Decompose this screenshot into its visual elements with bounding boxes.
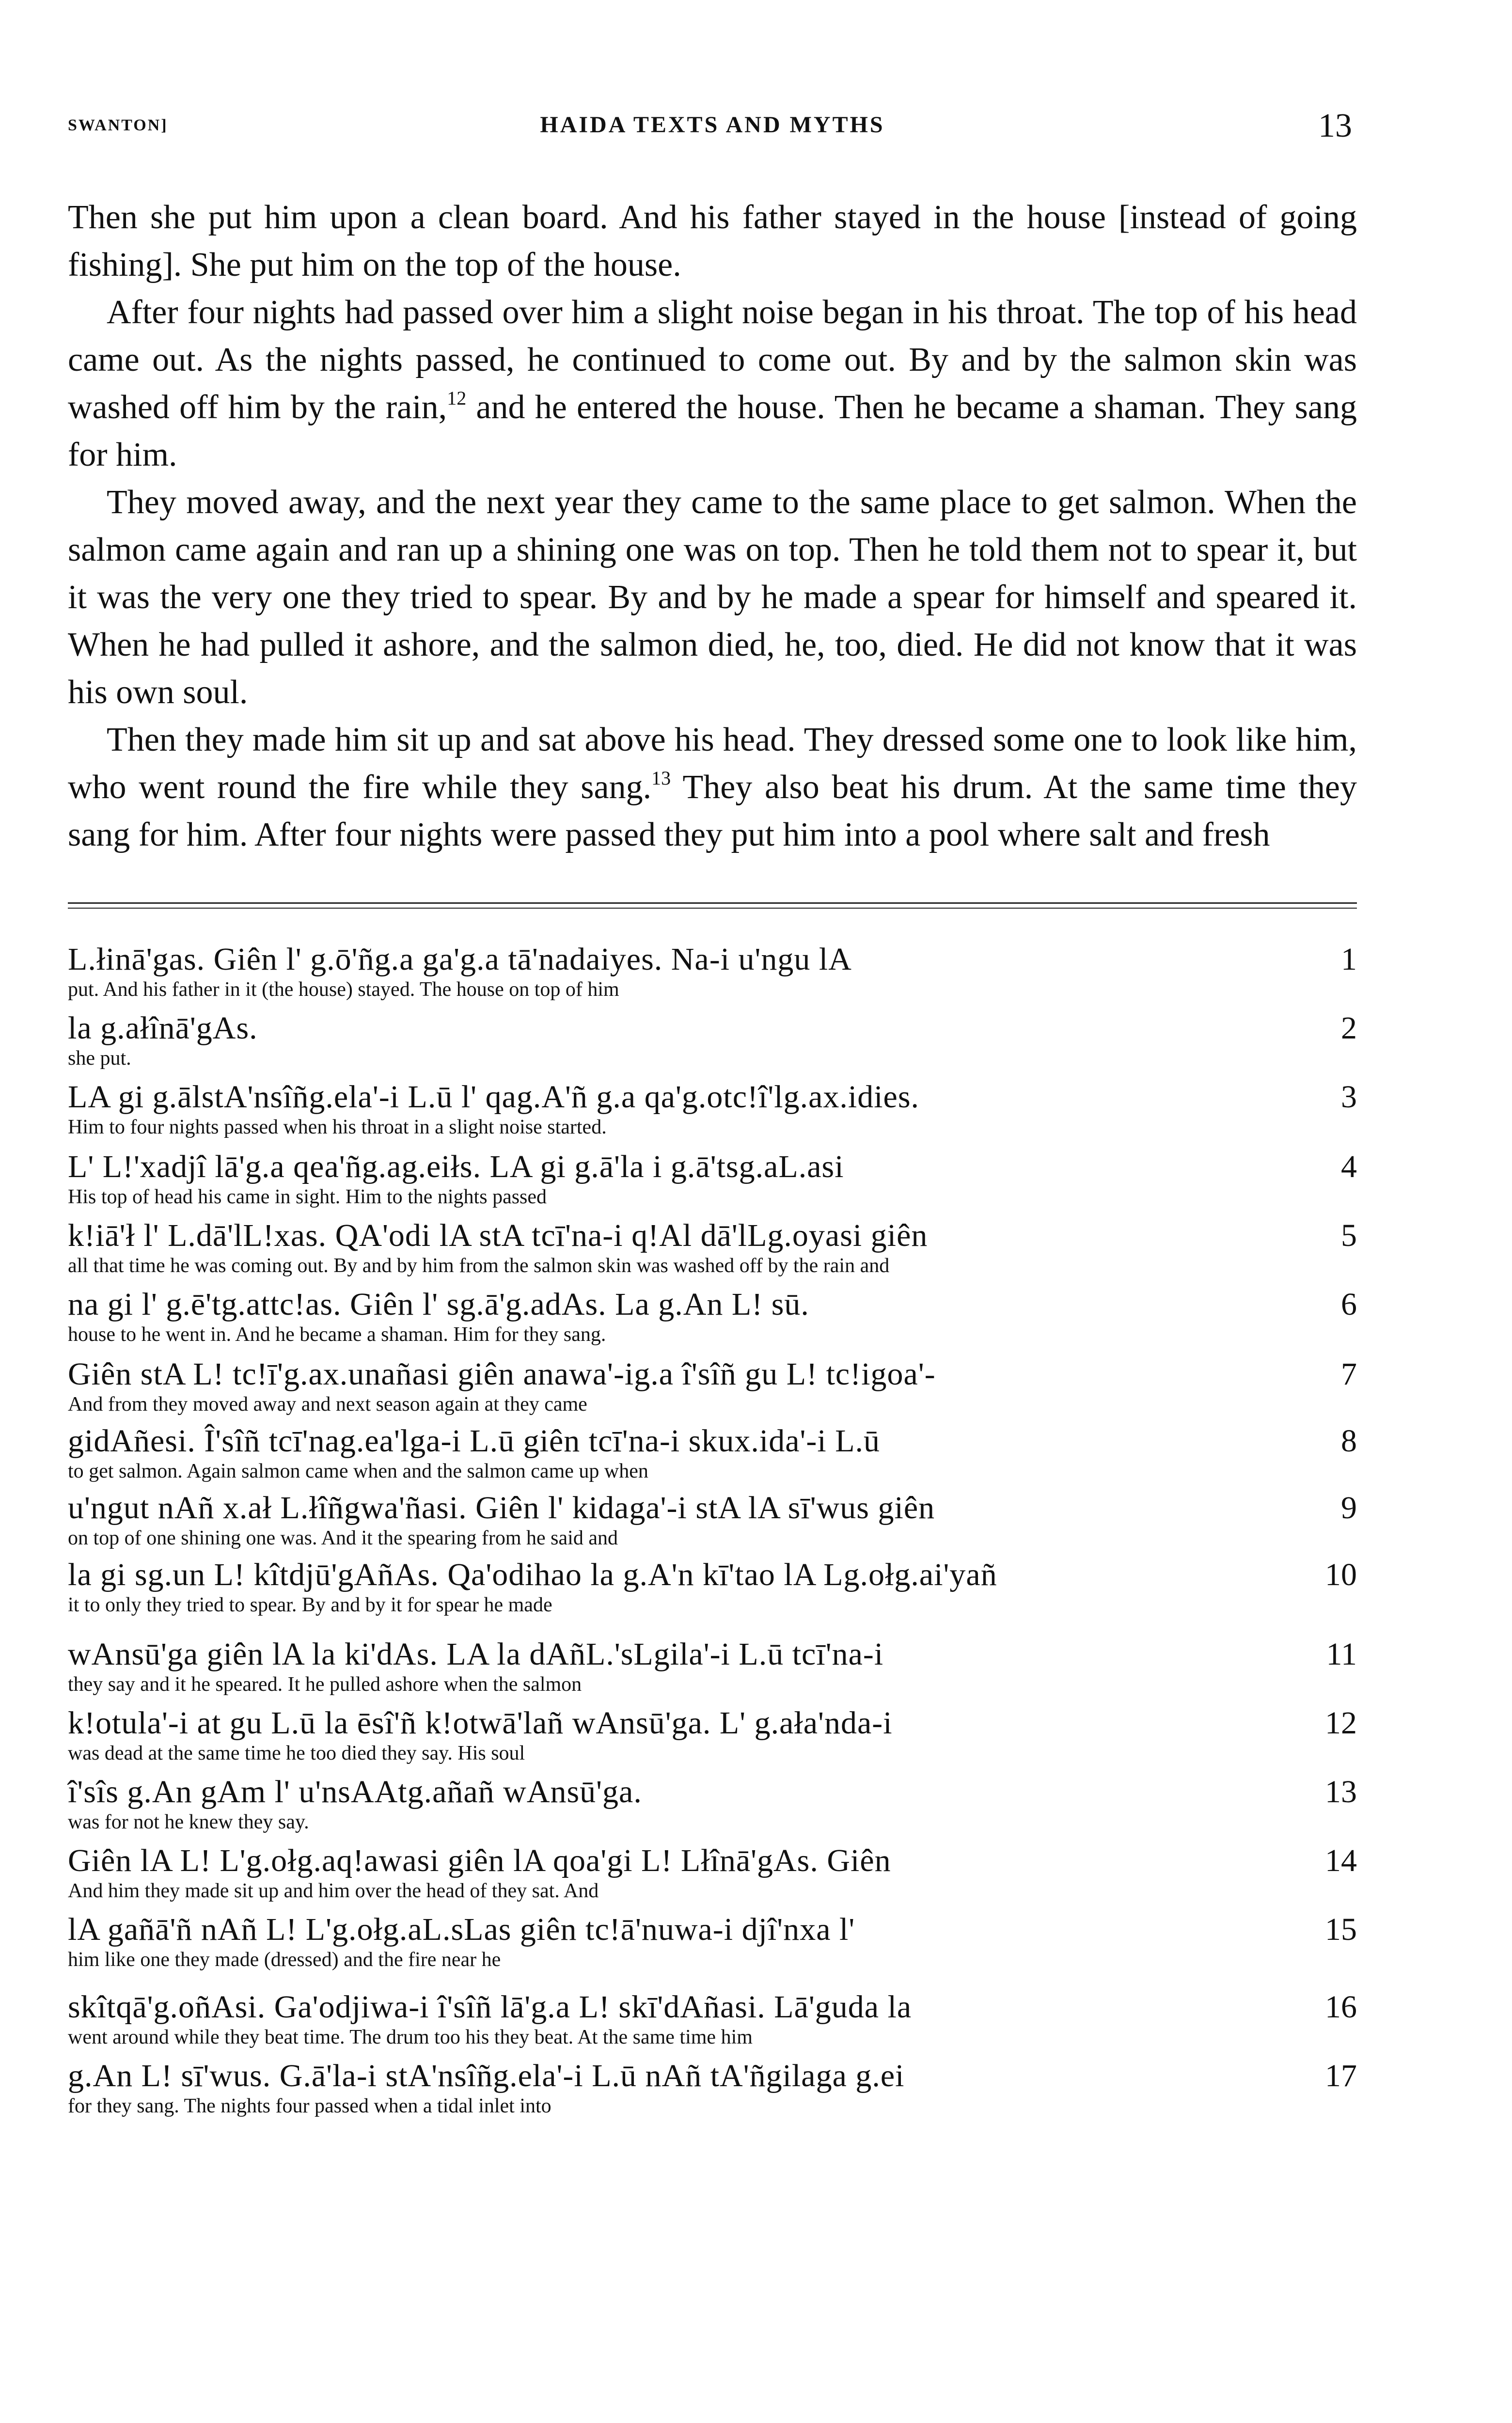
interlinear-line xyxy=(68,1219,1357,1277)
interlinear-line xyxy=(68,1990,1357,2048)
english-gloss: Him to four nights passed when his throat in a slight noise started. xyxy=(68,1116,607,1138)
interlinear-line xyxy=(68,1150,1357,1208)
english-gloss: on top of one shining one was. And it the spearing from he said and xyxy=(68,1527,618,1549)
translation-prose xyxy=(68,194,1357,859)
english-gloss: was dead at the same time he too died they say. His soul xyxy=(68,1742,525,1764)
divider xyxy=(68,902,1357,904)
interlinear-line xyxy=(68,1706,1357,1764)
line-number: 2 xyxy=(1341,1010,1357,1046)
haida-text: L.łinā'gas. Giên l' g.ō'ñg.a ga'g.a tā'nadaiyes. Na-i u'ngu lA xyxy=(68,942,852,977)
english-gloss: went around while they beat time. The drum too his they beat. At the same time him xyxy=(68,2026,753,2048)
page-number: 13 xyxy=(1318,107,1352,144)
english-gloss: And from they moved away and next season again at they came xyxy=(68,1393,587,1416)
header-title: HAIDA TEXTS AND MYTHS xyxy=(540,112,885,138)
line-number: 4 xyxy=(1341,1149,1357,1184)
english-gloss: house to he went in. And he became a shaman. Him for they sang. xyxy=(68,1323,606,1346)
interlinear-line xyxy=(68,1913,1357,1971)
interlinear-line xyxy=(68,1424,1357,1482)
english-gloss: And him they made sit up and him over the head of they sat. And xyxy=(68,1880,599,1902)
english-gloss: His top of head his came in sight. Him to the nights passed xyxy=(68,1186,547,1208)
interlinear-line xyxy=(68,1558,1357,1616)
interlinear-line xyxy=(68,943,1357,1001)
line-number: 5 xyxy=(1341,1218,1357,1253)
interlinear-line xyxy=(68,1011,1357,1070)
english-gloss: they say and it he speared. It he pulled ashore when the salmon xyxy=(68,1673,582,1696)
paragraph: Then she put him upon a clean board. And his father stayed in the house [instead of going fishing]. She put him on the top of the house. xyxy=(68,199,1357,283)
english-gloss: him like one they made (dressed) and the fire near he xyxy=(68,1949,501,1971)
line-number: 11 xyxy=(1326,1636,1357,1672)
line-number: 3 xyxy=(1341,1079,1357,1115)
paragraph: After four nights had passed over him a slight noise began in his throat. The top of his head came out. As the nights passed, he continued to come out. By and by the salmon skin was washed off him by the rain,$^{12}$ and he entered the house. Then he became a shaman. They sang for him. xyxy=(68,294,1357,473)
line-number: 12 xyxy=(1325,1705,1357,1741)
line-number: 16 xyxy=(1325,1989,1357,2025)
english-gloss: all that time he was coming out. By and by him from the salmon skin was washed off by the rain and xyxy=(68,1255,890,1277)
interlinear-line xyxy=(68,1775,1357,1833)
divider xyxy=(68,908,1357,909)
haida-text: k!otula'-i at gu L.ū la ēsî'ñ k!otwā'lañ wAnsū'ga. L' g.ała'nda-i xyxy=(68,1705,893,1741)
line-number: 1 xyxy=(1341,942,1357,977)
interlinear-line xyxy=(68,1080,1357,1138)
haida-text: u'ngut nAñ x.ał L.łîñgwa'ñasi. Giên l' kidaga'-i stA lA sī'wus giên xyxy=(68,1490,935,1526)
english-gloss: put. And his father in it (the house) stayed. The house on top of him xyxy=(68,978,619,1001)
haida-text: na gi l' g.ē'tg.attc!as. Giên l' sg.ā'g.adAs. La g.An L! sū. xyxy=(68,1287,809,1322)
haida-text: gidAñesi. Î'sîñ tcī'nag.ea'lga-i L.ū giên tcī'na-i skux.ida'-i L.ū xyxy=(68,1423,881,1459)
paragraph: They moved away, and the next year they came to the same place to get salmon. When the salmon came again and ran up a shining one was on top. Then he told them not to spear it, but it was the very one they tried to spear. By and by he made a spear for himself and speared it. When he had pulled it ashore, and the salmon died, he, too, died. He did not know that it was his own soul. xyxy=(68,484,1357,711)
line-number: 7 xyxy=(1341,1356,1357,1392)
haida-text: g.An L! sī'wus. G.ā'la-i stA'nsîñg.ela'-i L.ū nAñ tA'ñgilaga g.ei xyxy=(68,2058,905,2093)
line-number: 13 xyxy=(1325,1774,1357,1809)
line-number: 6 xyxy=(1341,1287,1357,1322)
interlinear-text xyxy=(68,943,1357,2117)
haida-text: lA gañā'ñ nAñ L! L'g.ołg.aL.sLas giên tc!ā'nuwa-i djî'nxa l' xyxy=(68,1912,855,1947)
page xyxy=(68,97,1357,2133)
haida-text: k!iā'ł l' L.dā'lL!xas. QA'odi lA stA tcī'na-i q!Al dā'lLg.oyasi giên xyxy=(68,1218,928,1253)
line-number: 17 xyxy=(1325,2058,1357,2093)
line-number: 8 xyxy=(1341,1423,1357,1459)
paragraph: Then they made him sit up and sat above his head. They dressed some one to look like him, who went round the fire while they sang.$^{13}$ They also beat his drum. At the same time they sang for him. After four nights were passed they put him into a pool where salt and fresh xyxy=(68,721,1357,853)
english-gloss: for they sang. The nights four passed when a tidal inlet into xyxy=(68,2095,551,2117)
english-gloss: to get salmon. Again salmon came when and the salmon came up when xyxy=(68,1460,648,1482)
running-header xyxy=(68,97,1357,150)
interlinear-line xyxy=(68,1288,1357,1346)
interlinear-line xyxy=(68,1637,1357,1696)
haida-text: la g.ałînā'gAs. xyxy=(68,1010,258,1046)
interlinear-line xyxy=(68,1357,1357,1416)
english-gloss: it to only they tried to spear. By and by it for spear he made xyxy=(68,1594,552,1616)
haida-text: î'sîs g.An gAm l' u'nsAAtg.añañ wAnsū'ga. xyxy=(68,1774,642,1809)
footnote-ref: 13 xyxy=(651,767,671,789)
haida-text: la gi sg.un L! kîtdjū'gAñAs. Qa'odihao la g.A'n kī'tao lA Lg.ołg.ai'yañ xyxy=(68,1557,997,1592)
haida-text: LA gi g.ālstA'nsîñg.ela'-i L.ū l' qag.A'ñ g.a qa'g.otc!î'lg.ax.idies. xyxy=(68,1079,920,1115)
english-gloss: was for not he knew they say. xyxy=(68,1811,309,1833)
footnote-ref: 12 xyxy=(447,387,467,409)
haida-text: L' L!'xadjî lā'g.a qea'ñg.ag.eiłs. LA gi g.ā'la i g.ā'tsg.aL.asi xyxy=(68,1149,844,1184)
haida-text: wAnsū'ga giên lA la ki'dAs. LA la dAñL.'sLgila'-i L.ū tcī'na-i xyxy=(68,1636,884,1672)
interlinear-line xyxy=(68,1491,1357,1549)
haida-text: Giên lA L! L'g.ołg.aq!awasi giên lA qoa'gi L! Lłînā'gAs. Giên xyxy=(68,1843,891,1878)
line-number: 15 xyxy=(1325,1912,1357,1947)
interlinear-line xyxy=(68,2059,1357,2117)
line-number: 14 xyxy=(1325,1843,1357,1878)
line-number: 9 xyxy=(1341,1490,1357,1526)
haida-text: Giên stA L! tc!ī'g.ax.unañasi giên anawa'-ig.a î'sîñ gu L! tc!igoa'- xyxy=(68,1356,936,1392)
english-gloss: she put. xyxy=(68,1047,131,1070)
haida-text: skîtqā'g.oñAsi. Ga'odjiwa-i î'sîñ lā'g.a L! skī'dAñasi. Lā'guda la xyxy=(68,1989,912,2025)
interlinear-line xyxy=(68,1844,1357,1902)
header-author: SWANTON] xyxy=(68,116,168,134)
line-number: 10 xyxy=(1325,1557,1357,1592)
